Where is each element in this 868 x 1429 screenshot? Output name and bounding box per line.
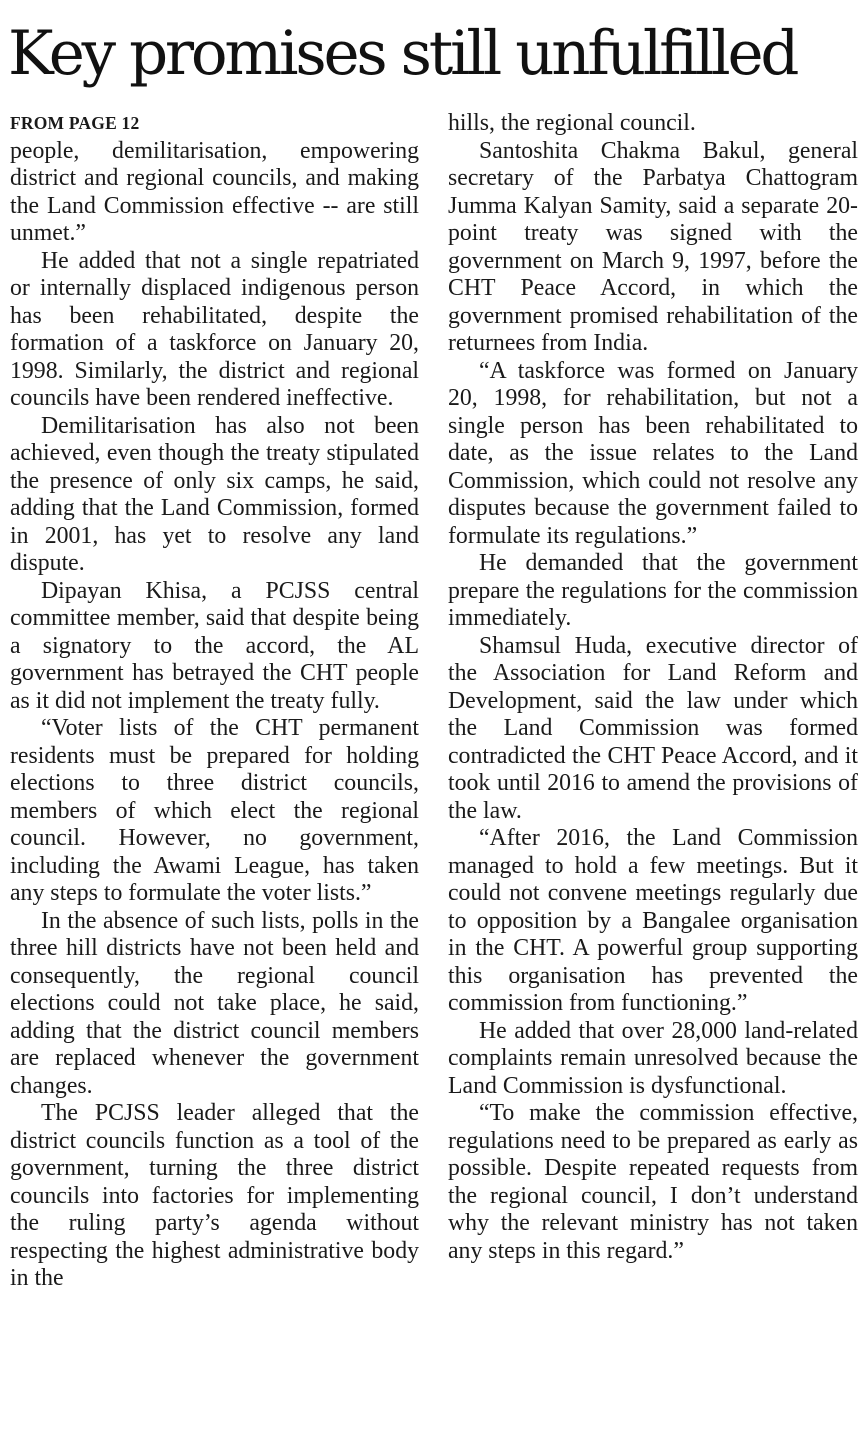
paragraph: Shamsul Huda, executive director of the Association for Land Reform and Development, said the law under which the Land Commission was formed contradicted the CHT Peace Accord, and it took until 2016 to amend the provisions of the law. — [448, 632, 858, 824]
paragraph: Demilitarisation has also not been achieved, even though the treaty stipulated the presence of only six camps, he said, adding that the Land Commission, formed in 2001, has yet to resolve any land dispute. — [10, 412, 419, 576]
paragraph: He added that not a single repatriated or internally displaced indigenous person has been rehabilitated, despite the formation of a taskforce on January 20, 1998. Similarly, the district and regional councils have been rendered ineffective. — [10, 247, 419, 411]
paragraph: Santoshita Chakma Bakul, general secretary of the Parbatya Chattogram Jumma Kalyan Samity, said a separate 20-point treaty was signed with the government on March 9, 1997, before the CHT Peace Accord, in which the government promised rehabilitation of the returnees from India. — [448, 137, 858, 356]
paragraph: “After 2016, the Land Commission managed to hold a few meetings. But it could not convene meetings regularly due to opposition by a Bangalee organisation in the CHT. A powerful group supporting this organisation has prevented the commission from functioning.” — [448, 825, 858, 1016]
paragraph: “Voter lists of the CHT permanent residents must be prepared for holding elections to three district councils, members of which elect the regional council. However, no government, including the Awami League, has taken any steps to formulate the voter lists.” — [10, 715, 419, 906]
paragraph: In the absence of such lists, polls in the three hill districts have not been held and consequently, the regional council elections could not take place, he said, adding that the district council members are replaced whenever the government changes. — [10, 907, 419, 1099]
headline: Key promises still unfulfilled — [8, 18, 797, 89]
article-column-right — [448, 110, 858, 1265]
paragraph: “To make the commission effective, regulations need to be prepared as early as possible. Despite repeated requests from the regional council, I don’t understand why the relevant ministry has not taken any steps in this regard.” — [448, 1100, 858, 1264]
paragraph: The PCJSS leader alleged that the district councils function as a tool of the government, turning the three district councils into factories for implementing the ruling party’s agenda without respecting the highest administrative body in the — [10, 1100, 419, 1291]
paragraph: He demanded that the government prepare the regulations for the commission immediately. — [448, 550, 858, 631]
paragraph: “A taskforce was formed on January 20, 1998, for rehabilitation, but not a single person has been rehabilitated to date, as the issue relates to the Land Commission, which could not resolve any disputes because the government failed to formulate its regulations.” — [448, 357, 858, 549]
paragraph: people, demilitarisation, empowering district and regional councils, and making the Land Commission effective -- are still unmet.” — [10, 137, 419, 246]
paragraph: He added that over 28,000 land-related complaints remain unresolved because the Land Commission is dysfunctional. — [448, 1017, 858, 1099]
paragraph: Dipayan Khisa, a PCJSS central committee member, said that despite being a signatory to the accord, the AL government has betrayed the CHT people as it did not implement the treaty fully. — [10, 577, 419, 714]
article-column-left — [10, 110, 419, 1293]
paragraph: hills, the regional council. — [448, 110, 696, 136]
jump-label: FROM PAGE 12 — [10, 113, 140, 133]
